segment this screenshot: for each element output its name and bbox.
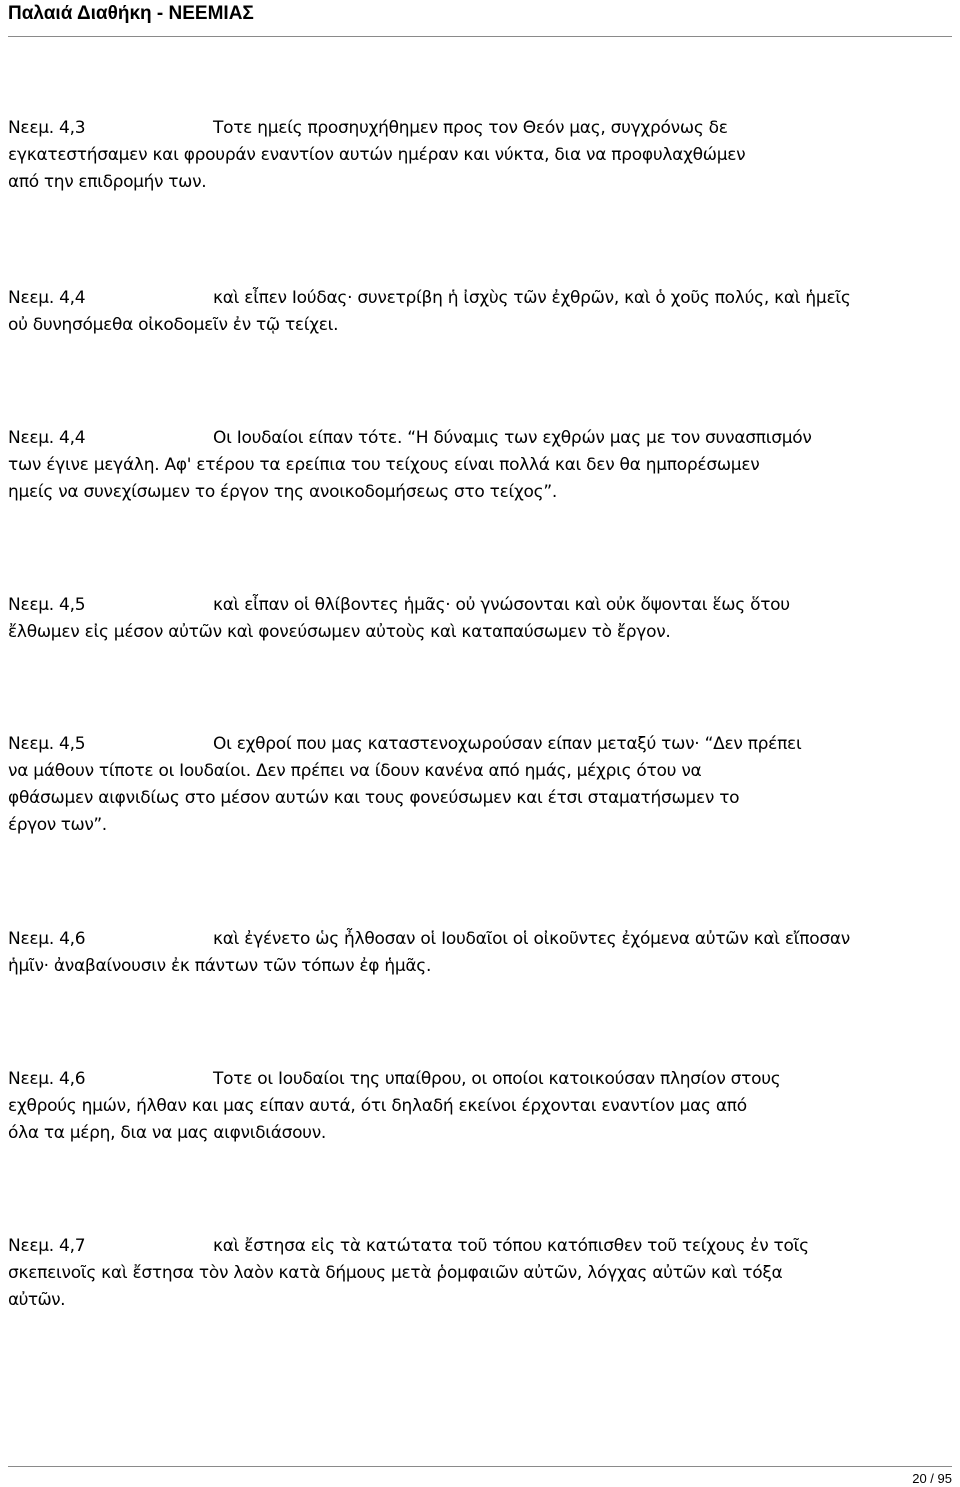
verse-first-line [8, 592, 954, 619]
verse-reference: Νεεμ. 4,3 [8, 118, 86, 138]
verse-text-line: καὶ εἶπεν Ιούδας· συνετρίβη ἡ ἰσχὺς τῶν ἐχθρῶν, καὶ ὁ χοῦς πολύς, καὶ ἡμεῖς [213, 288, 851, 308]
verse-text-line: οὐ δυνησόμεθα οἰκοδομεῖν ἐν τῷ τείχει. [8, 315, 339, 335]
verse-block [8, 926, 954, 980]
verse-text-line: ημείς να συνεχίσωμεν το έργον της ανοικοδομήσεως στο τείχος”. [8, 482, 557, 502]
verse-text-line: καὶ εἶπαν οἱ θλίβοντες ἡμᾶς· οὐ γνώσονται καὶ οὐκ ὄψονται ἕως ὅτου [213, 595, 790, 615]
verse-text-line: Οι εχθροί που μας καταστενοχωρούσαν είπαν μεταξύ των· “Δεν πρέπει [213, 734, 802, 754]
verse-block [8, 592, 954, 646]
verse-text-line: Οι Ιουδαίοι είπαν τότε. “Η δύναμις των εχθρών μας με τον συνασπισμόν [213, 428, 812, 448]
page-header [8, 0, 952, 37]
verse-text-line: ἡμῖν· ἀναβαίνουσιν ἐκ πάντων τῶν τόπων ἐφ ἡμᾶς. [8, 956, 432, 976]
verse-first-line [8, 115, 954, 142]
page-number: 20 / 95 [912, 1471, 952, 1486]
verse-block [8, 115, 954, 196]
verse-first-line [8, 285, 954, 312]
verse-text-line: σκεπεινοῖς καὶ ἔστησα τὸν λαὸν κατὰ δήμους μετὰ ῥομφαιῶν αὐτῶν, λόγχας αὐτῶν καὶ τόξα [8, 1263, 783, 1283]
verse-reference: Νεεμ. 4,5 [8, 734, 86, 754]
verse-text-line: από την επιδρομήν των. [8, 172, 207, 192]
verse-reference: Νεεμ. 4,6 [8, 1069, 86, 1089]
verse-text-line: Τοτε ημείς προσηυχήθημεν προς τον Θεόν μας, συγχρόνως δε [213, 118, 728, 138]
verse-text-line: να μάθουν τίποτε οι Ιουδαίοι. Δεν πρέπει να ίδουν κανένα από ημάς, μέχρις ότου να [8, 761, 702, 781]
verse-reference: Νεεμ. 4,5 [8, 595, 86, 615]
verse-text-line: φθάσωμεν αιφνιδίως στο μέσον αυτών και τους φονεύσωμεν και έτσι σταματήσωμεν το [8, 788, 740, 808]
verse-text-line: ἔλθωμεν εἰς μέσον αὐτῶν καὶ φονεύσωμεν αὐτοὺς καὶ καταπαύσωμεν τὸ ἔργον. [8, 622, 671, 642]
verse-text-line: εγκατεστήσαμεν και φρουράν εναντίον αυτών ημέραν και νύκτα, δια να προφυλαχθώμεν [8, 145, 746, 165]
verse-text-line: έργον των”. [8, 815, 107, 835]
verse-reference: Νεεμ. 4,6 [8, 929, 86, 949]
verse-block [8, 285, 954, 339]
page-title: Παλαιά Διαθήκη - ΝΕΕΜΙΑΣ [8, 3, 254, 24]
verse-block [8, 1233, 954, 1314]
verse-reference: Νεεμ. 4,4 [8, 428, 86, 448]
verse-text-line: αὐτῶν. [8, 1290, 65, 1310]
verse-reference: Νεεμ. 4,4 [8, 288, 86, 308]
verse-reference: Νεεμ. 4,7 [8, 1236, 86, 1256]
verse-text-line: Τοτε οι Ιουδαίοι της υπαίθρου, οι οποίοι κατοικούσαν πλησίον στους [213, 1069, 781, 1089]
verse-text-line: των έγινε μεγάλη. Αφ' ετέρου τα ερείπια του τείχους είναι πολλά και δεν θα ημπορέσωμεν [8, 455, 760, 475]
verse-first-line [8, 731, 954, 758]
verse-first-line [8, 926, 954, 953]
verse-block [8, 1066, 954, 1147]
page-footer [8, 1466, 952, 1486]
verse-first-line [8, 1233, 954, 1260]
verse-text-line: καὶ ἐγένετο ὡς ἦλθοσαν οἱ Ιουδαῖοι οἱ οἰκοῦντες ἐχόμενα αὐτῶν καὶ εἴποσαν [213, 929, 851, 949]
verse-text-line: όλα τα μέρη, δια να μας αιφνιδιάσουν. [8, 1123, 327, 1143]
verse-first-line [8, 425, 954, 452]
verse-text-line: καὶ ἔστησα εἰς τὰ κατώτατα τοῦ τόπου κατόπισθεν τοῦ τείχους ἐν τοῖς [213, 1236, 809, 1256]
verse-block [8, 731, 954, 839]
verse-block [8, 425, 954, 506]
verse-text-line: εχθρούς ημών, ήλθαν και μας είπαν αυτά, ότι δηλαδή εκείνοι έρχονται εναντίον μας από [8, 1096, 747, 1116]
verse-first-line [8, 1066, 954, 1093]
